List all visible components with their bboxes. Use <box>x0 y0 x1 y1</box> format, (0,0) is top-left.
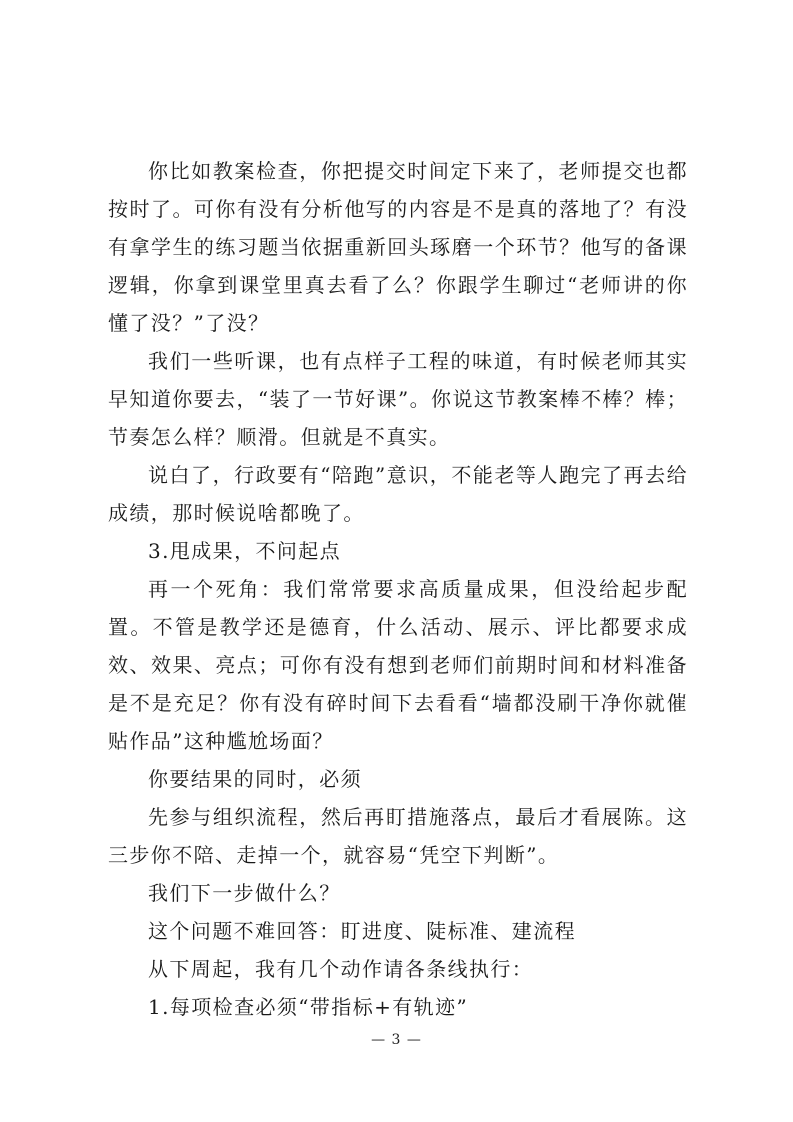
paragraph-class-observation: 我们一些听课，也有点样子工程的味道，有时候老师其实早知道你要去，“装了一节好课”。你说这节教案棒不棒？棒；节奏怎么样？顺滑。但就是不真实。 <box>108 349 688 449</box>
paragraph-answer: 这个问题不难回答：盯进度、陡标准、建流程 <box>148 919 576 943</box>
paragraph-results-must: 你要结果的同时，必须 <box>148 767 362 791</box>
paragraph-accompany-awareness: 说白了，行政要有“陪跑”意识，不能老等人跑完了再去给成绩，那时候说啥都晚了。 <box>108 463 688 525</box>
section-heading-3: 3.甩成果，不问起点 <box>148 539 342 563</box>
paragraph-three-steps: 先参与组织流程，然后再盯措施落点，最后才看展陈。这三步你不陪、走掉一个，就容易“凭空下判断”。 <box>108 805 688 867</box>
page-number: — 3 — <box>371 1032 422 1048</box>
paragraph-next-step-question: 我们下一步做什么？ <box>148 881 341 905</box>
list-item-1: 1.每项检查必须“带指标+有轨迹” <box>148 995 469 1019</box>
paragraph-lesson-plan-check: 你比如教案检查，你把提交时间定下来了，老师提交也都按时了。可你有没有分析他写的内容是不是真的落地了？有没有拿学生的练习题当依据重新回头琢磨一个环节？他写的备课逻辑，你拿到课堂里真去看了么？你跟学生聊过“老师讲的你懂了没？”了没？ <box>108 159 688 335</box>
paragraph-next-week-actions: 从下周起，我有几个动作请各条线执行： <box>148 957 534 981</box>
paragraph-blind-spot: 再一个死角：我们常常要求高质量成果，但没给起步配置。不管是教学还是德育，什么活动、展示、评比都要求成效、效果、亮点；可你有没有想到老师们前期时间和材料准备是不是充足？你有没有碎时间下去看看“墙都没刷干净你就催贴作品”这种尴尬场面？ <box>108 577 688 753</box>
document-body <box>108 152 688 1026</box>
